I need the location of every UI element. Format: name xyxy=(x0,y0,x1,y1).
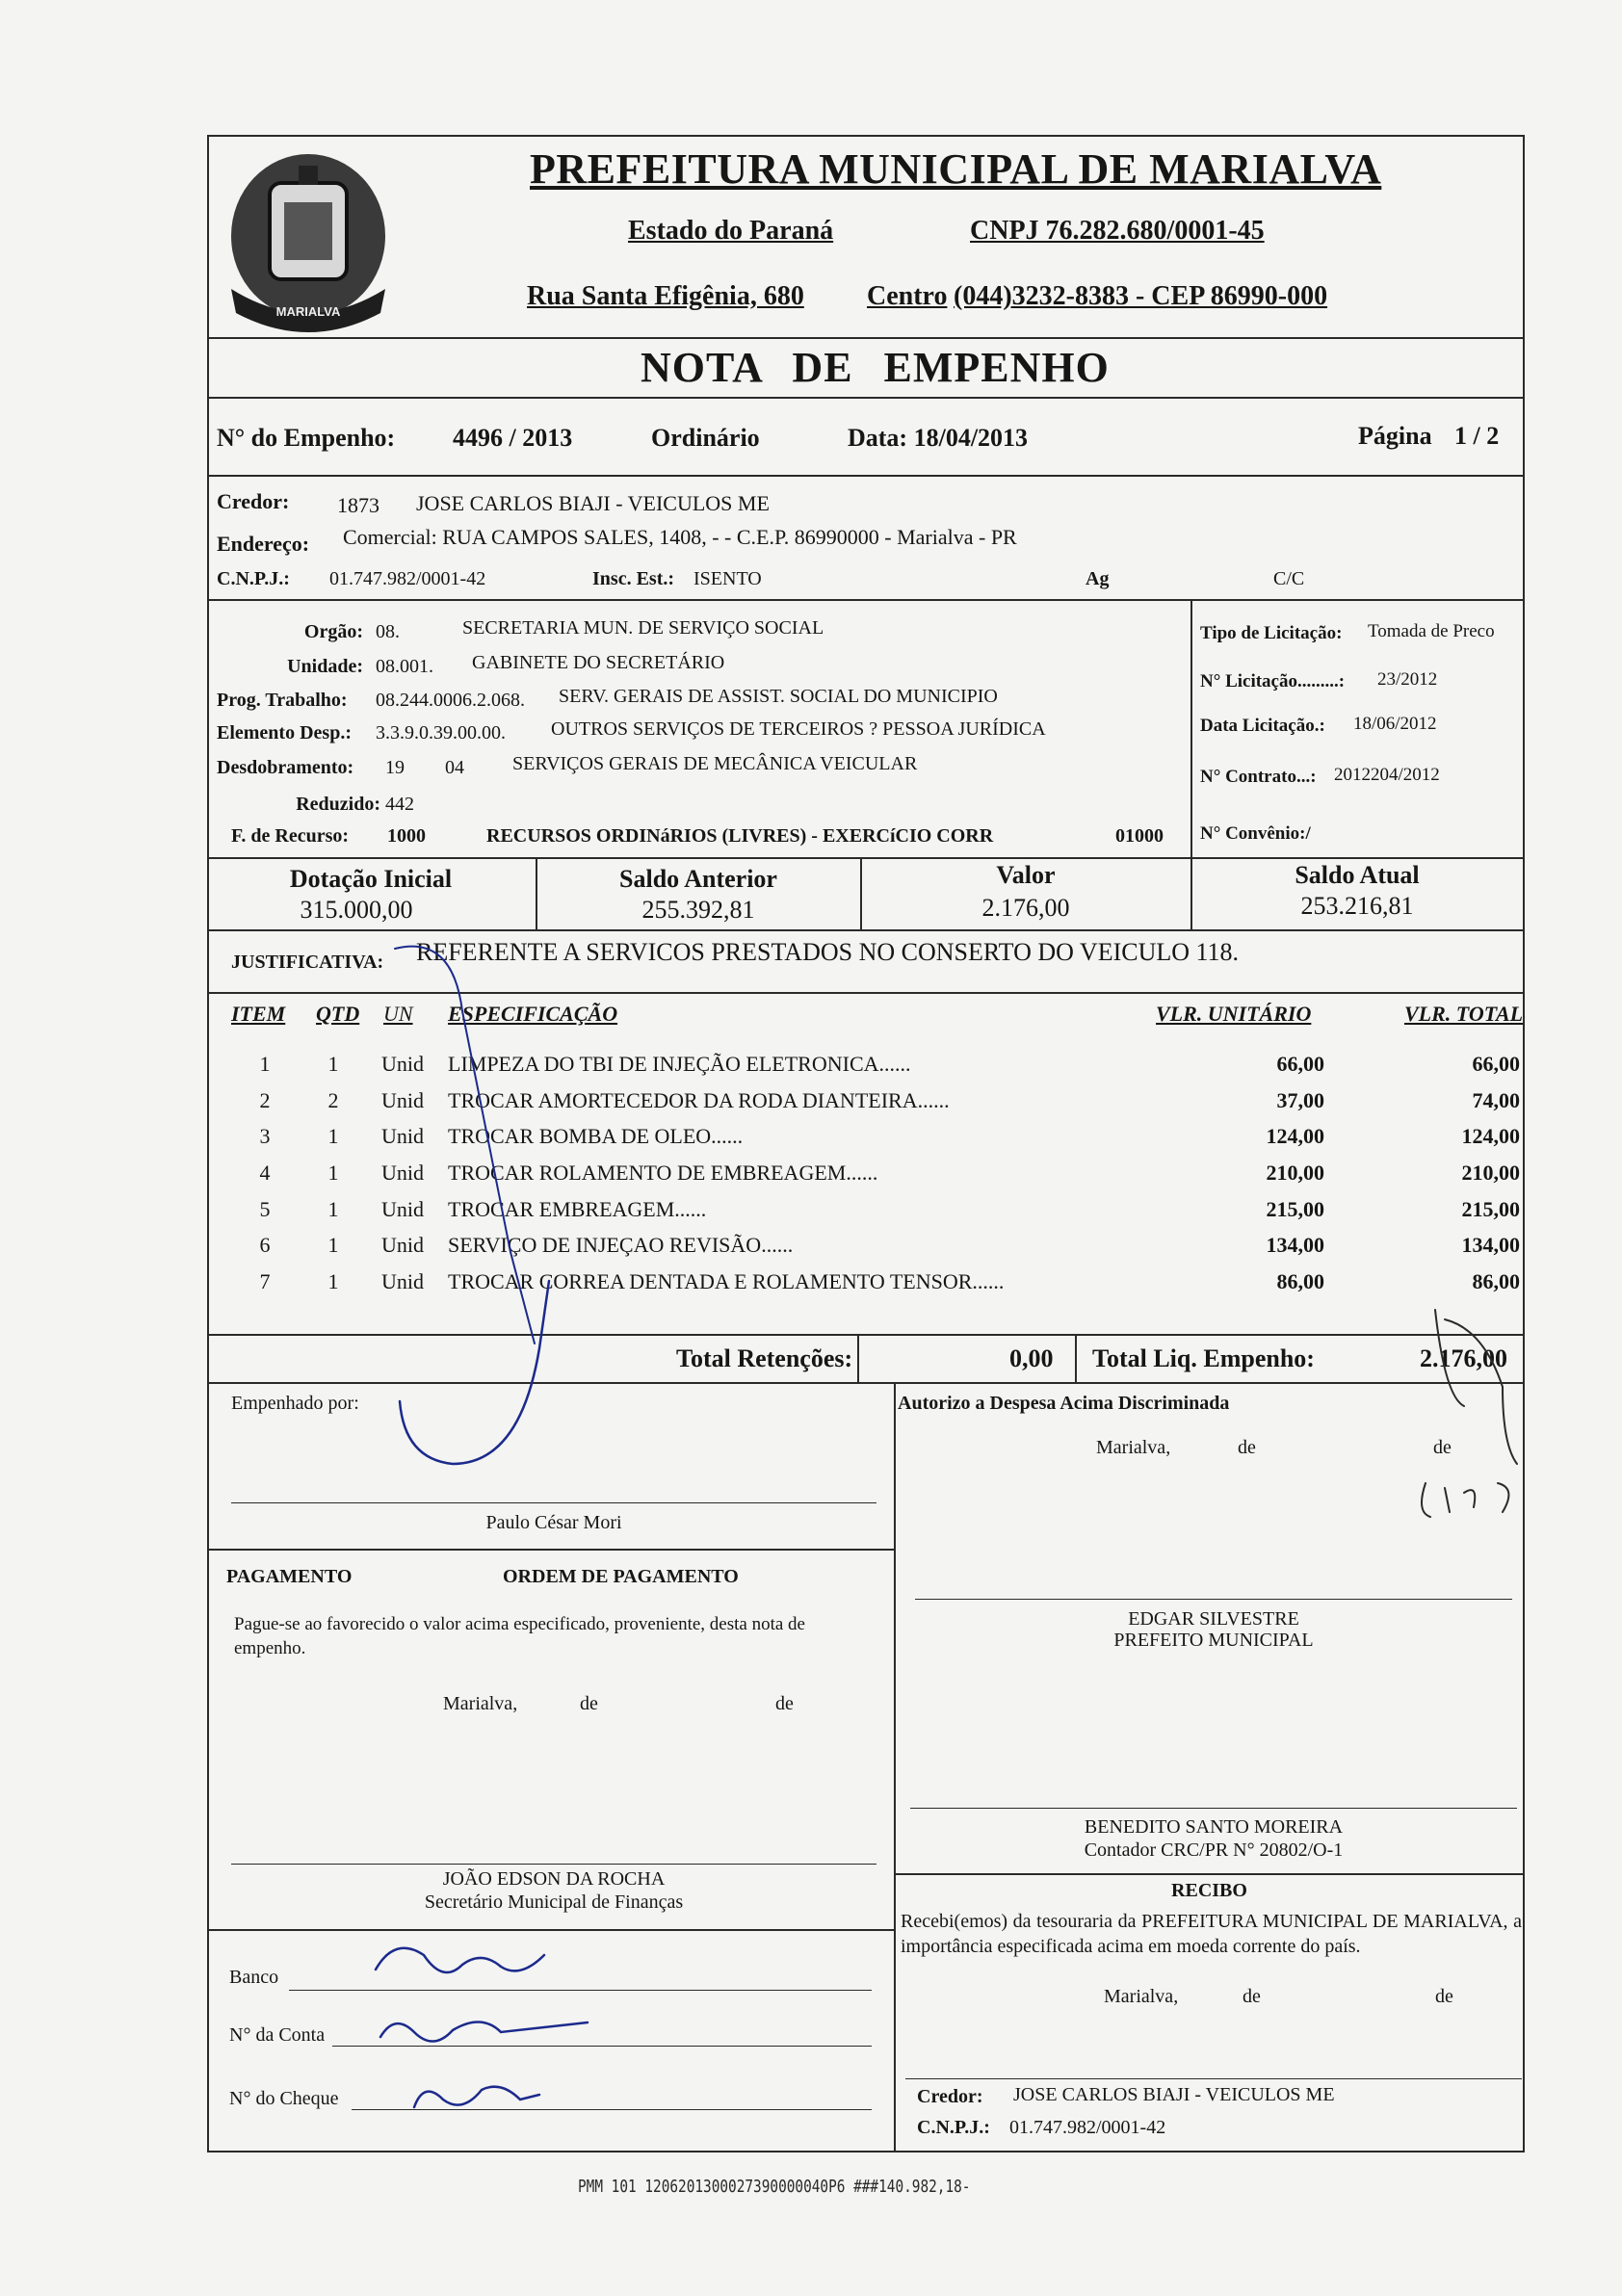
item-number: 7 xyxy=(259,1269,271,1293)
autorizo-label: Autorizo a Despesa Acima Discriminada xyxy=(898,1393,1230,1414)
conta-label: N° da Conta xyxy=(229,2024,326,2046)
empenho-label: N° do Empenho: xyxy=(217,424,396,452)
address-label: Endereço: xyxy=(217,532,310,556)
document-title: NOTA DE EMPENHO xyxy=(641,344,1110,391)
state-label: Estado do Paraná xyxy=(628,216,834,246)
recibo-cnpj-label: C.N.P.J.: xyxy=(917,2117,990,2138)
orgao-code: 08. xyxy=(376,621,400,642)
prefeito-title: PREFEITO MUNICIPAL xyxy=(1113,1630,1314,1651)
recibo-credor-name: JOSE CARLOS BIAJI - VEICULOS ME xyxy=(1013,2084,1335,2105)
orgao-name: SECRETARIA MUN. DE SERVIÇO SOCIAL xyxy=(462,617,824,639)
elem-code: 3.3.9.0.39.00.00. xyxy=(376,722,506,744)
saldo-atual-value: 253.216,81 xyxy=(1300,892,1414,920)
page-label: Página xyxy=(1358,422,1432,450)
item-unit-value: 210,00 xyxy=(1266,1161,1324,1185)
elem-name: OUTROS SERVIÇOS DE TERCEIROS ? PESSOA JURÍDICA xyxy=(551,718,1046,740)
divider xyxy=(536,857,537,929)
red-value: 442 xyxy=(385,794,414,815)
credor-code: 1873 xyxy=(337,493,379,517)
item-unit: Unid xyxy=(381,1197,424,1221)
licitacao-date-label: Data Licitação.: xyxy=(1200,716,1325,736)
divider xyxy=(207,397,1525,399)
retencoes-label: Total Retenções: xyxy=(676,1344,853,1372)
insc-label: Insc. Est.: xyxy=(592,568,675,589)
rec-number: 01000 xyxy=(1115,825,1164,847)
col-spec: ESPECIFICAÇÃO xyxy=(448,1002,618,1026)
contrato-label: N° Contrato...: xyxy=(1200,767,1317,787)
recibo-de-1: de xyxy=(1243,1986,1261,2007)
pague-se-text: Pague-se ao favorecido o valor acima especificado, proveniente, desta nota de empenho. xyxy=(234,1614,805,1658)
item-total-value: 134,00 xyxy=(1461,1233,1520,1257)
col-total-value: VLR. TOTAL xyxy=(1404,1002,1524,1026)
item-unit: Unid xyxy=(381,1233,424,1257)
empenho-number: 4496 / 2013 xyxy=(453,424,573,452)
credor-cnpj: 01.747.982/0001-42 xyxy=(329,568,486,589)
item-total-value: 74,00 xyxy=(1472,1088,1520,1112)
signature-line xyxy=(910,1808,1517,1809)
page-number: 1 / 2 xyxy=(1454,422,1500,450)
item-unit: Unid xyxy=(381,1124,424,1148)
item-spec: TROCAR ROLAMENTO DE EMBREAGEM...... xyxy=(448,1161,878,1185)
contador-name: BENEDITO SANTO MOREIRA xyxy=(1084,1816,1344,1838)
divider xyxy=(207,475,1525,477)
divider xyxy=(207,1549,894,1551)
item-unit: Unid xyxy=(381,1161,424,1185)
rec-code: 1000 xyxy=(387,825,426,847)
ordem-label: ORDEM DE PAGAMENTO xyxy=(503,1566,739,1587)
divider xyxy=(207,1382,1525,1384)
item-number: 6 xyxy=(259,1233,271,1257)
col-un: UN xyxy=(383,1002,413,1026)
pagamento-label: PAGAMENTO xyxy=(226,1566,353,1587)
divider xyxy=(207,337,1525,339)
autorizo-de-2: de xyxy=(1433,1437,1452,1458)
item-unit-value: 37,00 xyxy=(1276,1088,1324,1112)
divider xyxy=(207,929,1525,931)
recibo-marialva: Marialva, xyxy=(1104,1986,1179,2007)
licitacao-num-label: N° Licitação.........: xyxy=(1200,671,1346,691)
item-unit: Unid xyxy=(381,1052,424,1076)
item-unit: Unid xyxy=(381,1088,424,1112)
recibo-credor-label: Credor: xyxy=(917,2086,983,2107)
insc-value: ISENTO xyxy=(693,568,762,589)
item-qty: 1 xyxy=(327,1269,339,1293)
justificativa-label: JUSTIFICATIVA: xyxy=(231,952,384,973)
prefeito-name: EDGAR SILVESTRE xyxy=(1128,1608,1299,1630)
convenio-label: N° Convênio:/ xyxy=(1200,823,1311,844)
item-spec: LIMPEZA DO TBI DE INJEÇÃO ELETRONICA...... xyxy=(448,1052,911,1076)
desd-name: SERVIÇOS GERAIS DE MECÂNICA VEICULAR xyxy=(512,753,918,774)
item-number: 3 xyxy=(259,1124,271,1148)
item-number: 1 xyxy=(259,1052,271,1076)
liquido-label: Total Liq. Empenho: xyxy=(1092,1344,1315,1372)
valor-value: 2.176,00 xyxy=(981,894,1070,922)
divider xyxy=(894,1873,1525,1875)
signature-line xyxy=(231,1864,876,1865)
dotacao-value: 315.000,00 xyxy=(300,896,413,924)
empenho-type: Ordinário xyxy=(651,424,760,452)
item-unit-value: 124,00 xyxy=(1266,1124,1324,1148)
liquido-value: 2.176,00 xyxy=(1420,1344,1507,1372)
cheque-label: N° do Cheque xyxy=(229,2088,339,2109)
item-spec: TROCAR AMORTECEDOR DA RODA DIANTEIRA...... xyxy=(448,1088,950,1112)
divider xyxy=(1190,857,1192,929)
retencoes-value: 0,00 xyxy=(1009,1344,1054,1372)
item-total-value: 215,00 xyxy=(1461,1197,1520,1221)
col-unit-value: VLR. UNITÁRIO xyxy=(1156,1002,1312,1026)
red-label: Reduzido: xyxy=(296,794,380,815)
municipality-cnpj: CNPJ 76.282.680/0001-45 xyxy=(970,216,1265,246)
item-qty: 1 xyxy=(327,1161,339,1185)
item-spec: SERVIÇO DE INJEÇAO REVISÃO...... xyxy=(448,1233,794,1257)
divider xyxy=(905,2078,1522,2079)
contador-title: Contador CRC/PR N° 20802/O-1 xyxy=(1084,1839,1344,1861)
pagamento-marialva: Marialva, xyxy=(443,1693,518,1714)
rec-name: RECURSOS ORDINáRIOS (LIVRES) - EXERCíCIO CORR xyxy=(486,825,994,847)
valor-label: Valor xyxy=(996,861,1056,889)
desd-b: 04 xyxy=(445,757,464,778)
item-qty: 1 xyxy=(327,1124,339,1148)
divider xyxy=(894,1382,896,2152)
ag-label: Ag xyxy=(1086,568,1110,589)
address: Rua Santa Efigênia, 680 xyxy=(527,281,804,311)
licitacao-type-value: Tomada de Preco xyxy=(1368,621,1495,641)
divider xyxy=(207,599,1525,601)
recibo-text: Recebi(emos) da tesouraria da PREFEITURA MUNICIPAL DE MARIALVA, a importância especificada acima em moeda corrente do país. xyxy=(901,1911,1522,1957)
item-total-value: 124,00 xyxy=(1461,1124,1520,1148)
prog-code: 08.244.0006.2.068. xyxy=(376,690,525,711)
saldo-anterior-value: 255.392,81 xyxy=(641,896,755,924)
item-total-value: 66,00 xyxy=(1472,1052,1520,1076)
municipal-crest xyxy=(217,144,400,342)
item-spec: TROCAR EMBREAGEM...... xyxy=(448,1197,707,1221)
item-spec: TROCAR CORREA DENTADA E ROLAMENTO TENSOR...... xyxy=(448,1269,1005,1293)
conta-line xyxy=(332,2046,872,2047)
recibo-de-2: de xyxy=(1435,1986,1453,2007)
unidade-name: GABINETE DO SECRETÁRIO xyxy=(472,652,725,673)
desd-a: 19 xyxy=(385,757,405,778)
elem-label: Elemento Desp.: xyxy=(217,722,352,744)
signature-line xyxy=(231,1502,876,1503)
unidade-code: 08.001. xyxy=(376,656,433,677)
item-unit-value: 215,00 xyxy=(1266,1197,1324,1221)
item-unit-value: 134,00 xyxy=(1266,1233,1324,1257)
item-qty: 1 xyxy=(327,1052,339,1076)
bottom-code: PMM 101 1206201300027390000040P6 ###140.982,18- xyxy=(578,2177,971,2197)
item-unit-value: 66,00 xyxy=(1276,1052,1324,1076)
item-number: 5 xyxy=(259,1197,271,1221)
recibo-cnpj: 01.747.982/0001-42 xyxy=(1009,2117,1166,2138)
rec-label: F. de Recurso: xyxy=(231,825,350,847)
divider xyxy=(207,992,1525,994)
licitacao-num-value: 23/2012 xyxy=(1377,669,1438,690)
col-qtd: QTD xyxy=(316,1002,360,1026)
divider xyxy=(1190,599,1192,859)
empenho-date: Data: 18/04/2013 xyxy=(848,424,1029,452)
crest-label: MARIALVA xyxy=(275,304,341,319)
divider xyxy=(207,1334,1525,1336)
item-number: 4 xyxy=(259,1161,271,1185)
item-number: 2 xyxy=(259,1088,271,1112)
divider xyxy=(1075,1334,1077,1384)
item-total-value: 86,00 xyxy=(1472,1269,1520,1293)
prog-label: Prog. Trabalho: xyxy=(217,690,348,711)
secretario-title: Secretário Municipal de Finanças xyxy=(424,1892,684,1913)
col-item: ITEM xyxy=(231,1002,286,1026)
banco-label: Banco xyxy=(229,1967,279,1988)
item-total-value: 210,00 xyxy=(1461,1161,1520,1185)
item-qty: 1 xyxy=(327,1233,339,1257)
cc-label: C/C xyxy=(1273,568,1305,589)
empenhado-label: Empenhado por: xyxy=(231,1393,359,1414)
divider xyxy=(207,1929,894,1931)
cheque-line xyxy=(352,2109,872,2110)
cnpj-label: C.N.P.J.: xyxy=(217,568,290,589)
phone-cep: (044)3232-8383 - CEP 86990-000 xyxy=(954,281,1328,311)
item-qty: 1 xyxy=(327,1197,339,1221)
signature-line xyxy=(915,1599,1512,1600)
municipality-title: PREFEITURA MUNICIPAL DE MARIALVA xyxy=(530,145,1382,193)
autorizo-de-1: de xyxy=(1238,1437,1256,1458)
credor-label: Credor: xyxy=(217,489,290,513)
secretario-name: JOÃO EDSON DA ROCHA xyxy=(442,1868,666,1890)
item-qty: 2 xyxy=(327,1088,339,1112)
orgao-label: Orgão: xyxy=(303,621,363,642)
saldo-atual-label: Saldo Atual xyxy=(1295,861,1420,889)
divider xyxy=(207,857,1525,859)
item-spec: TROCAR BOMBA DE OLEO...... xyxy=(448,1124,744,1148)
justificativa-text: REFERENTE A SERVICOS PRESTADOS NO CONSERTO DO VEICULO 118. xyxy=(416,938,1240,966)
divider xyxy=(857,1334,859,1384)
dotacao-label: Dotação Inicial xyxy=(289,865,453,893)
pagamento-de-2: de xyxy=(775,1693,794,1714)
recibo-title: RECIBO xyxy=(1171,1880,1247,1901)
item-unit-value: 86,00 xyxy=(1276,1269,1324,1293)
empenhado-name: Paulo César Mori xyxy=(485,1512,622,1533)
divider xyxy=(860,857,862,929)
autorizo-marialva: Marialva, xyxy=(1096,1437,1171,1458)
licitacao-type-label: Tipo de Licitação: xyxy=(1200,623,1343,643)
licitacao-date-value: 18/06/2012 xyxy=(1353,714,1437,734)
district: Centro xyxy=(867,281,948,311)
contrato-value: 2012204/2012 xyxy=(1334,765,1440,785)
pagamento-de-1: de xyxy=(580,1693,598,1714)
prog-name: SERV. GERAIS DE ASSIST. SOCIAL DO MUNICIPIO xyxy=(559,686,998,707)
banco-line xyxy=(289,1990,872,1991)
credor-name: JOSE CARLOS BIAJI - VEICULOS ME xyxy=(416,491,770,515)
saldo-anterior-label: Saldo Anterior xyxy=(619,865,777,893)
credor-address: Comercial: RUA CAMPOS SALES, 1408, - - C.E.P. 86990000 - Marialva - PR xyxy=(343,525,1017,549)
unidade-label: Unidade: xyxy=(287,656,363,677)
item-unit: Unid xyxy=(381,1269,424,1293)
desd-label: Desdobramento: xyxy=(217,757,354,778)
